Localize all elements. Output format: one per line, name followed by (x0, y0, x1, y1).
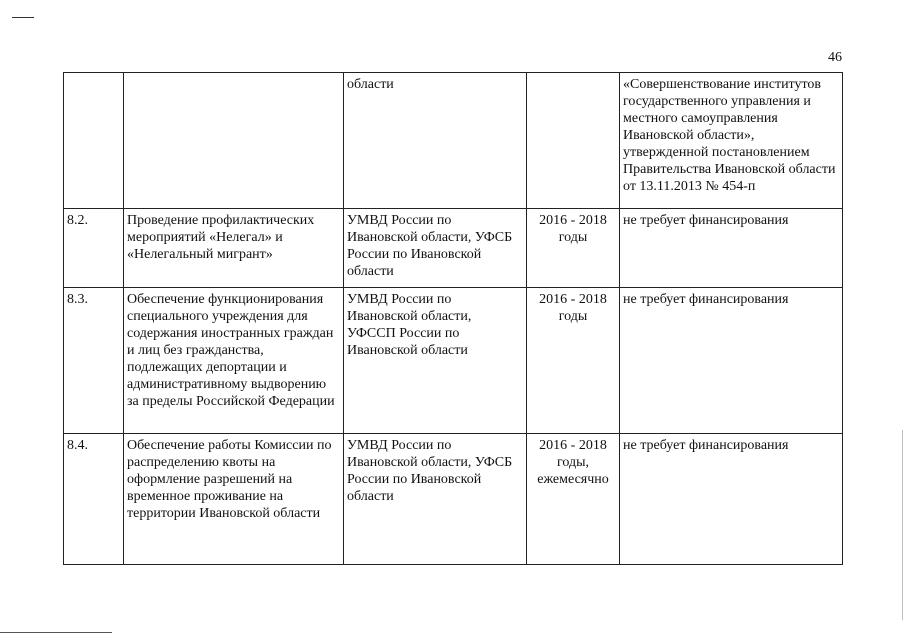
top-left-rule (12, 17, 34, 18)
executor-cell: УМВД России по Ивановской области, УФССП России по Ивановской области (344, 288, 527, 434)
row-number-cell: 8.4. (64, 434, 124, 565)
executor-cell: УМВД России по Ивановской области, УФСБ России по Ивановской области (344, 209, 527, 288)
row-number-cell (64, 73, 124, 209)
activity-cell: Проведение профилактических мероприятий «Нелегал» и «Нелегальный мигрант» (124, 209, 344, 288)
activity-cell: Обеспечение функционирования специального учреждения для содержания иностранных граждан и лиц без гражданства, подлежащих депортации и административному выдворению за пределы Российской Федерации (124, 288, 344, 434)
financing-cell: не требует финансирования (620, 288, 843, 434)
executor-cell: области (344, 73, 527, 209)
table-row (64, 434, 843, 565)
bottom-left-rule (0, 632, 112, 633)
executor-cell: УМВД России по Ивановской области, УФСБ России по Ивановской области (344, 434, 527, 565)
period-cell (527, 73, 620, 209)
row-number-cell: 8.3. (64, 288, 124, 434)
financing-cell: «Совершенствование институтов государственного управления и местного самоуправления Ивановской области», утвержденной постановлением Правительства Ивановской области от 13.11.2013 № 454-п (620, 73, 843, 209)
period-cell: 2016 - 2018 годы (527, 288, 620, 434)
activity-cell (124, 73, 344, 209)
activity-cell: Обеспечение работы Комиссии по распределению квоты на оформление разрешений на временное проживание на территории Ивановской области (124, 434, 344, 565)
financing-cell: не требует финансирования (620, 209, 843, 288)
program-measures-table (63, 72, 843, 565)
period-cell: 2016 - 2018 годы (527, 209, 620, 288)
page-number: 46 (828, 50, 842, 65)
period-cell: 2016 - 2018 годы, ежемесячно (527, 434, 620, 565)
scan-edge-mark (902, 430, 903, 620)
table-row (64, 209, 843, 288)
table-row (64, 288, 843, 434)
financing-cell: не требует финансирования (620, 434, 843, 565)
row-number-cell: 8.2. (64, 209, 124, 288)
table-row (64, 73, 843, 209)
